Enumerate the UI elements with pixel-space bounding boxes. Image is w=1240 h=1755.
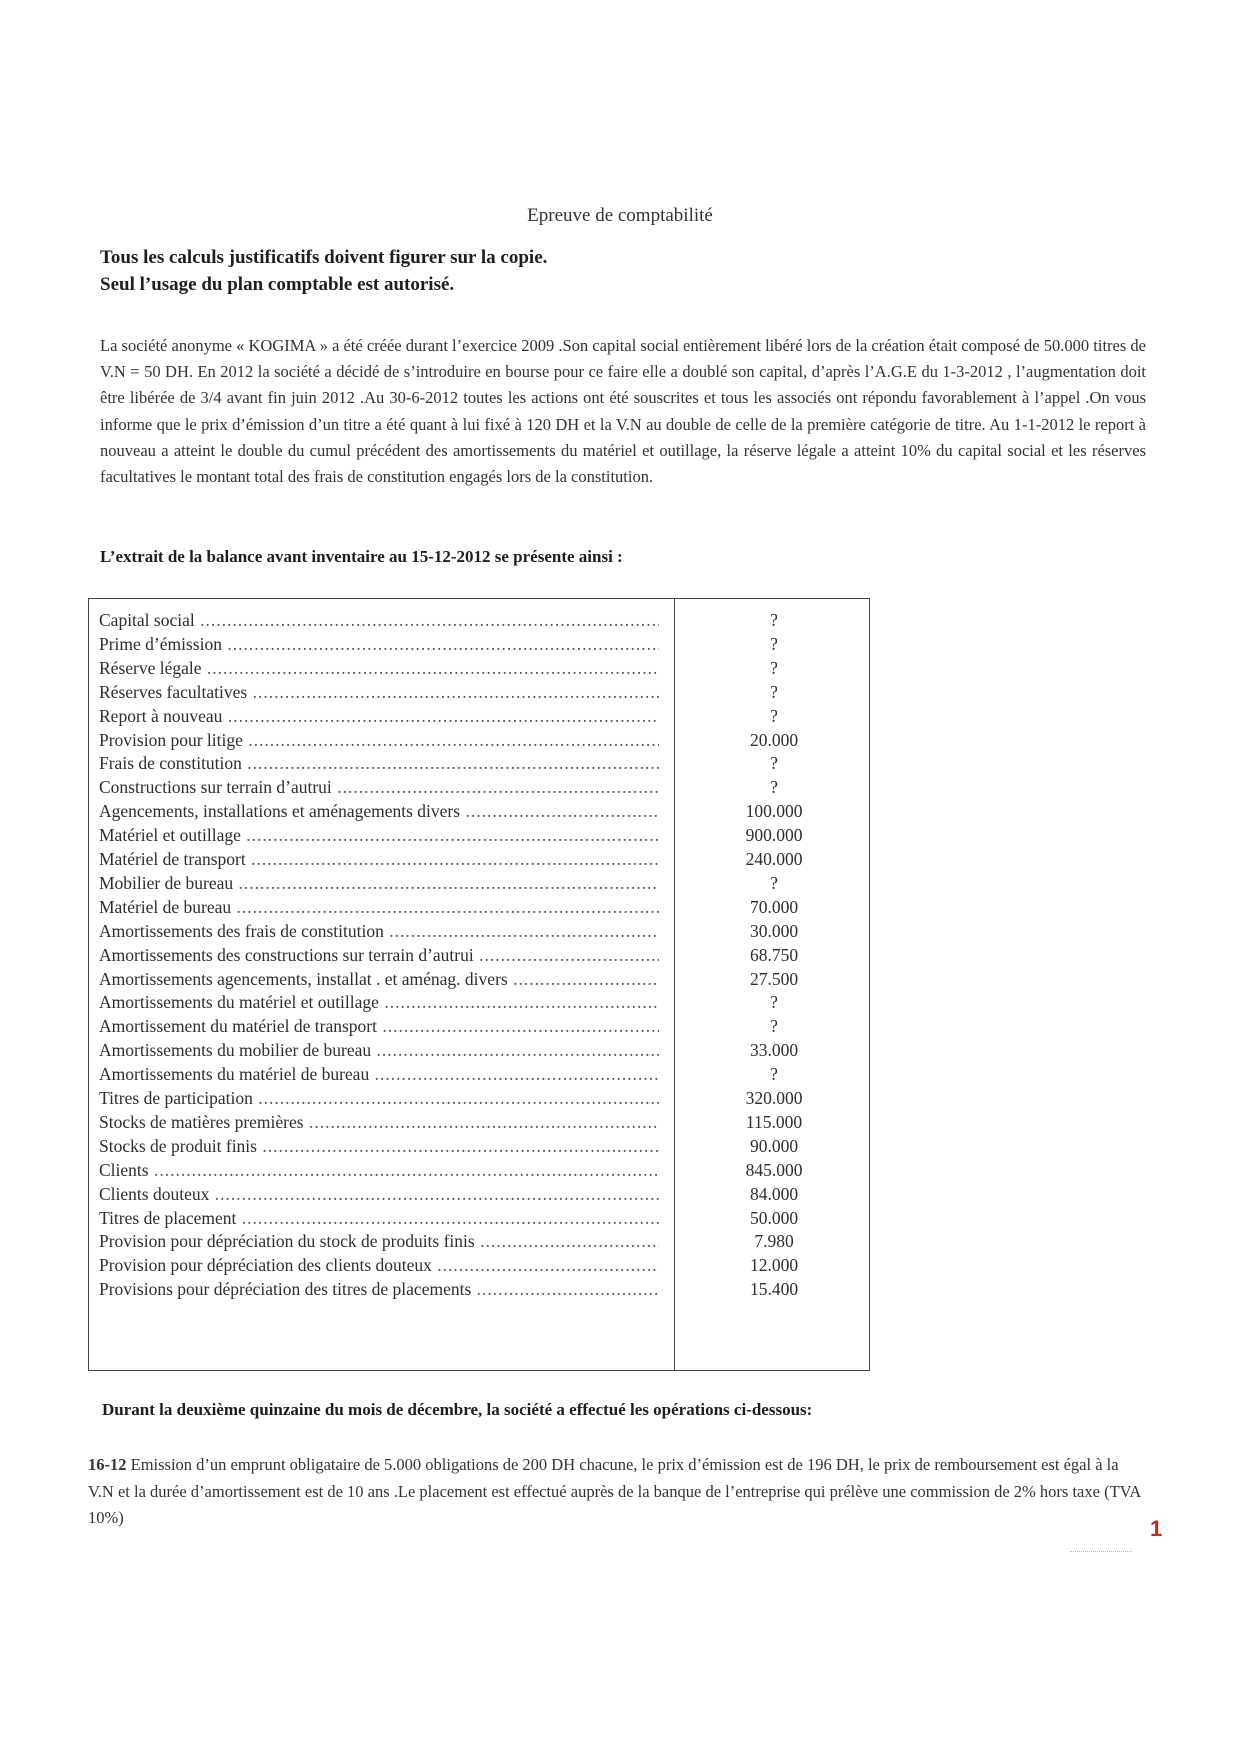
account-label: Réserve légale ..... <box>99 655 659 681</box>
balance-row <box>89 655 871 682</box>
operation-date: 16-12 <box>88 1455 127 1474</box>
account-label: Réserves facultatives ..... <box>99 679 659 705</box>
balance-row <box>89 607 871 634</box>
account-amount: ? <box>770 777 778 798</box>
account-amount: 68.750 <box>749 944 799 965</box>
account-amount: ? <box>770 992 778 1013</box>
account-label: Amortissements des frais de constitution ..... <box>99 918 659 944</box>
account-label: Provisions pour dépréciation des titres de placements ..... <box>99 1276 659 1302</box>
account-label: Titres de participation ..... <box>99 1085 659 1111</box>
account-amount: ? <box>770 1016 778 1037</box>
balance-row <box>89 870 871 897</box>
account-label: Constructions sur terrain d’autrui ..... <box>99 774 659 800</box>
balance-row <box>89 703 871 730</box>
balance-row <box>89 750 871 777</box>
account-amount: 240.000 <box>745 849 803 869</box>
account-label: Stocks de produit finis ..... <box>99 1133 659 1159</box>
account-amount: 27.500 <box>749 968 799 989</box>
balance-row <box>89 631 871 658</box>
account-label: Matériel de bureau ..... <box>99 894 659 920</box>
operations-heading: Durant la deuxième quinzaine du mois de décembre, la société a effectué les opérations ci-dessous: <box>102 1400 813 1419</box>
account-label: Matériel de transport ..... <box>99 846 659 872</box>
footer-mark <box>1070 1551 1132 1552</box>
balance-row <box>89 894 871 921</box>
account-amount: 84.000 <box>749 1183 799 1204</box>
balance-row <box>89 1133 871 1160</box>
balance-row <box>89 1228 871 1255</box>
account-label: Matériel et outillage ..... <box>99 822 659 848</box>
account-amount: 100.000 <box>745 801 803 822</box>
instruction-line: Tous les calculs justificatifs doivent figurer sur la copie. <box>100 247 548 268</box>
account-label: Frais de constitution ..... <box>99 750 659 776</box>
account-amount: 50.000 <box>749 1207 799 1228</box>
account-amount: 320.000 <box>745 1088 803 1108</box>
account-label: Agencements, installations et aménagements divers ..... <box>99 798 659 824</box>
account-label: Amortissement du matériel de transport ..... <box>99 1013 659 1039</box>
account-amount: 7.980 <box>754 1231 794 1252</box>
account-label: Amortissements du matériel et outillage ..... <box>99 989 659 1015</box>
balance-row <box>89 1252 871 1279</box>
account-label: Prime d’émission ..... <box>99 631 659 657</box>
account-label: Mobilier de bureau ..... <box>99 870 659 896</box>
account-amount: ? <box>770 1064 778 1085</box>
account-amount: ? <box>770 872 778 893</box>
balance-row <box>89 966 871 993</box>
account-label: Amortissements du mobilier de bureau ..... <box>99 1037 659 1063</box>
account-label: Capital social ..... <box>99 607 659 633</box>
account-amount: ? <box>770 705 778 726</box>
account-amount: 12.000 <box>749 1255 799 1276</box>
account-label: Clients douteux ..... <box>99 1181 659 1207</box>
account-label: Amortissements agencements, installat . et aménag. divers ..... <box>99 966 659 992</box>
operation-item <box>88 1452 1144 1532</box>
balance-row <box>89 1037 871 1064</box>
account-label: Amortissements des constructions sur terrain d’autrui ..... <box>99 942 659 968</box>
account-amount: 15.400 <box>749 1279 799 1300</box>
account-amount: ? <box>770 610 778 630</box>
account-amount: ? <box>770 633 778 654</box>
account-amount: 90.000 <box>749 1135 799 1156</box>
balance-row <box>89 942 871 969</box>
page-title: Epreuve de comptabilité <box>527 205 713 226</box>
account-label: Clients ..... <box>99 1157 659 1183</box>
balance-row <box>89 822 871 849</box>
balance-row <box>89 1157 871 1184</box>
account-amount: ? <box>770 657 778 678</box>
balance-row <box>89 1061 871 1088</box>
balance-heading: L’extrait de la balance avant inventaire au 15-12-2012 se présente ainsi : <box>100 547 623 566</box>
account-amount: 845.000 <box>745 1159 803 1180</box>
account-label: Provision pour dépréciation du stock de produits finis ..... <box>99 1228 659 1254</box>
instruction-line: Seul l’usage du plan comptable est autorisé. <box>100 274 455 295</box>
account-amount: 30.000 <box>749 920 799 941</box>
balance-row <box>89 989 871 1016</box>
account-amount: 900.000 <box>745 825 803 846</box>
balance-table <box>88 598 870 1371</box>
account-amount: 33.000 <box>749 1040 799 1061</box>
balance-row <box>89 918 871 945</box>
account-label: Provision pour litige ..... <box>99 727 659 753</box>
account-amount: 115.000 <box>745 1111 803 1132</box>
account-amount: 70.000 <box>749 896 799 917</box>
account-label: Titres de placement ..... <box>99 1205 659 1231</box>
account-amount: ? <box>770 753 778 774</box>
balance-row <box>89 1085 871 1112</box>
balance-row <box>89 1276 871 1303</box>
account-label: Amortissements du matériel de bureau ..... <box>99 1061 659 1087</box>
balance-row <box>89 798 871 825</box>
operation-text: Emission d’un emprunt obligataire de 5.000 obligations de 200 DH chacune, le prix d’émission est de 196 DH, le prix de remboursement est égal à la V.N et la durée d’amortissement est de 10 ans .Le placement est effectué auprès de la banque de l’entreprise qui prélève une commission de 2% hors taxe (TVA 10%) <box>88 1455 1141 1527</box>
balance-row <box>89 774 871 801</box>
balance-row <box>89 1205 871 1232</box>
balance-row <box>89 1181 871 1208</box>
account-label: Provision pour dépréciation des clients douteux ..... <box>99 1252 659 1278</box>
balance-row <box>89 1013 871 1040</box>
intro-paragraph: La société anonyme « KOGIMA » a été créée durant l’exercice 2009 .Son capital social entièrement libéré lors de la création était composé de 50.000 titres de V.N = 50 DH. En 2012 la société a décidé de s’introduire en bourse pour ce faire elle a doublé son capital, d’après l’A.G.E du 1-3-2012 , l’augmentation doit être libérée de 3/4 avant fin juin 2012 .Au 30-6-2012 toutes les actions ont été souscrites et tous les associés ont répondu favorablement à l’appel .On vous informe que le prix d’émission d’un titre a été quant à lui fixé à 120 DH et la V.N au double de celle de la première catégorie de titre. Au 1-1-2012 le report à nouveau a atteint le double du cumul précédent des amortissements du matériel et outillage, la réserve légale a atteint 10% du capital social et les réserves facultatives le montant total des frais de constitution engagés lors de la constitution. <box>100 336 1146 487</box>
balance-row <box>89 846 871 873</box>
account-label: Stocks de matières premières ..... <box>99 1109 659 1135</box>
balance-row <box>89 679 871 706</box>
balance-row <box>89 1109 871 1136</box>
page-number: 1 <box>1150 1516 1163 1541</box>
instructions <box>100 244 547 298</box>
account-amount: 20.000 <box>749 729 799 750</box>
account-amount: ? <box>770 681 778 702</box>
balance-row <box>89 727 871 754</box>
account-label: Report à nouveau ..... <box>99 703 659 729</box>
